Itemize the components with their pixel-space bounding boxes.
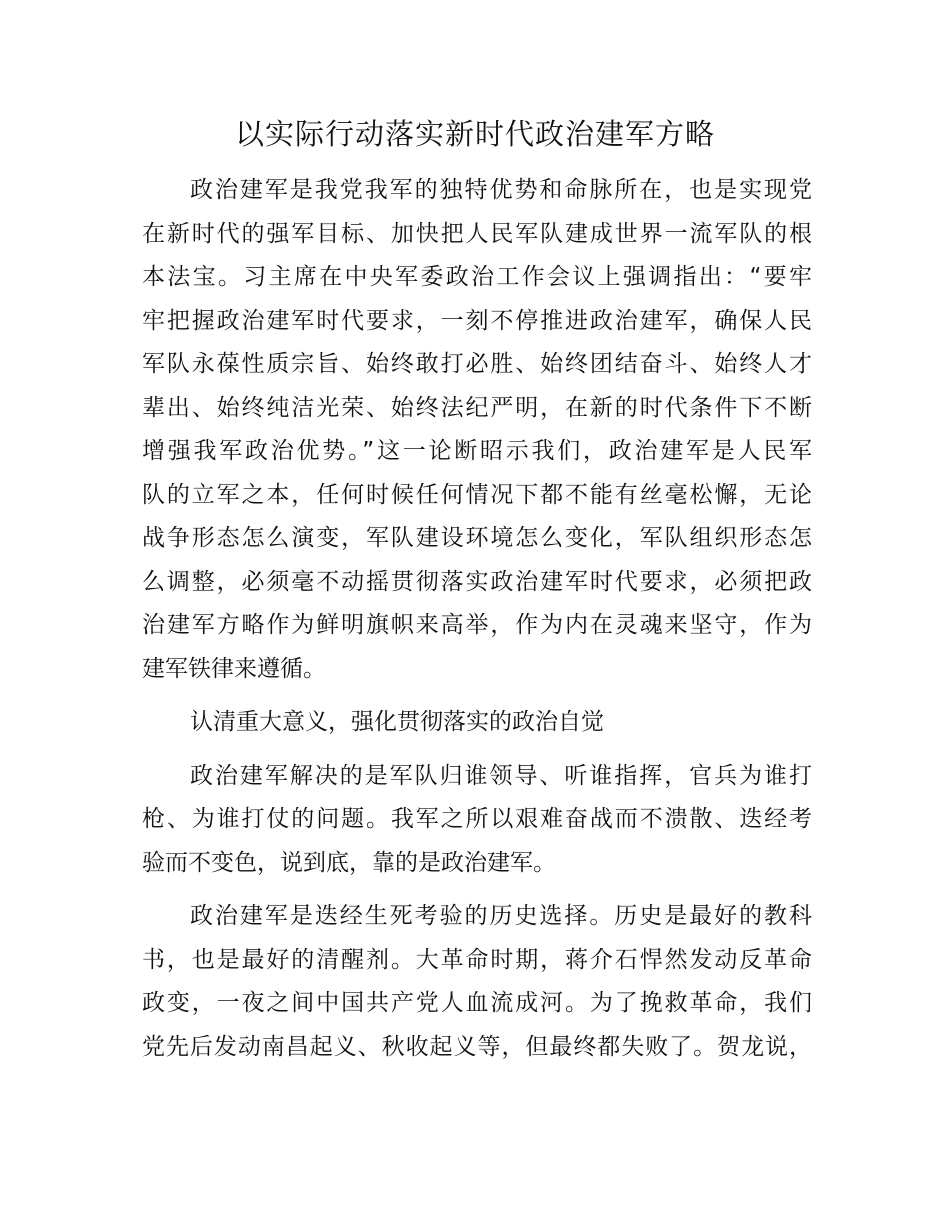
paragraph-1-line-6: 辈出、始终纯洁光荣、始终法纪严明，在新的时代条件下不断 (142, 395, 812, 421)
paragraph-1-line-8: 队的立军之本，任何时候任何情况下都不能有丝毫松懈，无论 (142, 482, 812, 508)
paragraph-2-line-2: 枪、为谁打仗的问题。我军之所以艰难奋战而不溃散、迭经考 (142, 806, 812, 832)
paragraph-3-line-4: 党先后发动南昌起义、秋收起义等，但最终都失败了。贺龙说， (142, 1034, 812, 1060)
section-heading: 认清重大意义，强化贯彻落实的政治自觉 (190, 709, 604, 735)
document-title: 以实际行动落实新时代政治建军方略 (234, 117, 715, 151)
paragraph-3-line-1: 政治建军是迭经生死考验的历史选择。历史是最好的教科 (190, 903, 812, 929)
paragraph-1-line-5: 军队永葆性质宗旨、始终敢打必胜、始终团结奋斗、始终人才 (142, 351, 812, 377)
paragraph-1-line-9: 战争形态怎么演变，军队建设环境怎么变化，军队组织形态怎 (142, 525, 812, 551)
paragraph-1-line-12: 建军铁律来遵循。 (142, 656, 326, 682)
paragraph-1-line-7: 增强我军政治优势。”这一论断昭示我们，政治建军是人民军 (142, 438, 812, 464)
paragraph-1-line-1: 政治建军是我党我军的独特优势和命脉所在，也是实现党 (190, 177, 812, 203)
paragraph-1-line-11: 治建军方略作为鲜明旗帜来高举，作为内在灵魂来坚守，作为 (142, 612, 812, 638)
paragraph-1-line-10: 么调整，必须毫不动摇贯彻落实政治建军时代要求，必须把政 (142, 569, 812, 595)
paragraph-1-line-4: 牢把握政治建军时代要求，一刻不停推进政治建军，确保人民 (142, 308, 812, 334)
paragraph-3-line-2: 书，也是最好的清醒剂。大革命时期，蒋介石悍然发动反革命 (142, 947, 812, 973)
paragraph-2-line-1: 政治建军解决的是军队归谁领导、听谁指挥，官兵为谁打 (190, 763, 812, 789)
paragraph-2-line-3: 验而不变色，说到底，靠的是政治建军。 (142, 850, 556, 876)
paragraph-1-line-2: 在新时代的强军目标、加快把人民军队建成世界一流军队的根 (142, 221, 812, 247)
paragraph-3-line-3: 政变，一夜之间中国共产党人血流成河。为了挽救革命，我们 (142, 990, 812, 1016)
paragraph-1-line-3: 本法宝。习主席在中央军委政治工作会议上强调指出：“要牢 (142, 264, 812, 290)
